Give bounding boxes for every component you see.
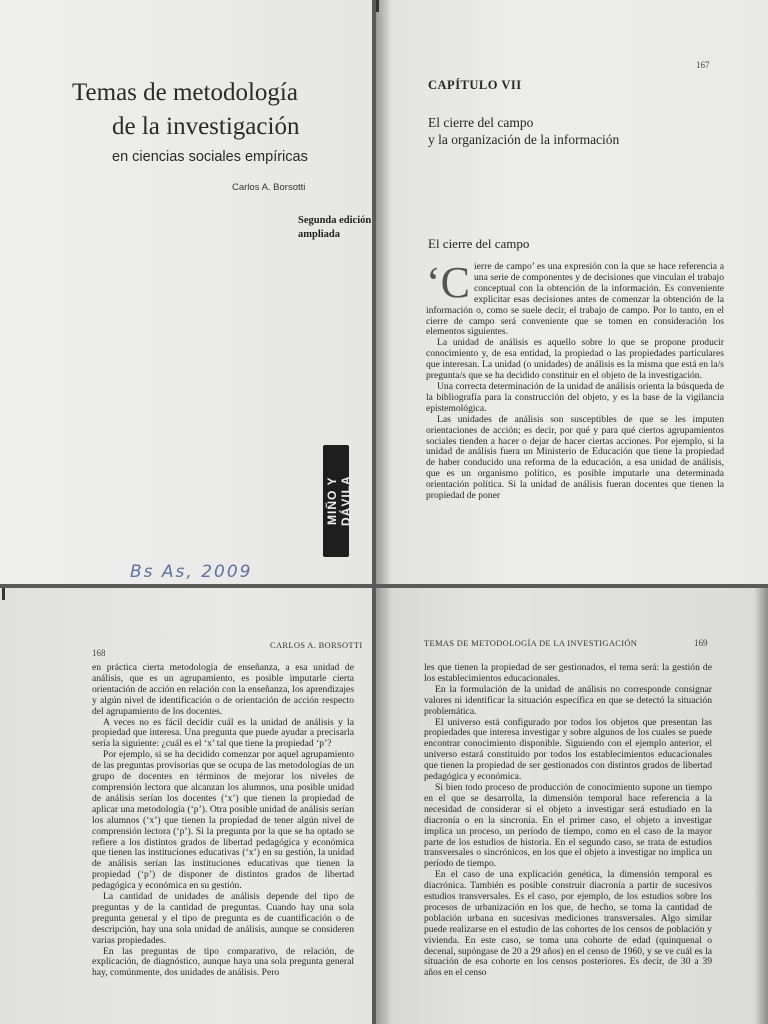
page-notch <box>376 0 379 12</box>
running-head: CARLOS A. BORSOTTI <box>270 640 363 650</box>
edition-line1: Segunda edición <box>298 215 372 226</box>
title-page <box>0 0 372 584</box>
page-gutter <box>376 588 392 1024</box>
page-number: 167 <box>696 60 710 70</box>
paragraph: Por ejemplo, si se ha decidido comenzar por aquel agrupamiento de las preguntas provisorias que se ocupa de las metodologías de un grupo de docentes en términos de mejorar los niveles de comprensión lectora que alcanzan los alumnos, una posible unidad de análisis serían los docentes (‘x’) que tienen la propiedad de aplicar una metodología (‘p’). Otra posible unidad de análisis serían los alumnos (‘x’) que tienen la propiedad de tener algún nivel de comprensión lectora (‘p’). Si la pregunta por la que se ha optado se refiere a los distintos grados de libertad pedagógica y económica que tienen las instituciones educativas (‘x’) en su gestión, la unidad de análisis serían las instituciones educativas que tienen la propiedad (‘p’) de disponer de distintos grados de libertad pedagógica y económica en su gestión. <box>92 749 354 892</box>
page-edge <box>754 588 768 1024</box>
paragraph-text: ierre de campo’ es una expresión con la que se hace referencia a una serie de componentes y de decisiones que vinculan el trabajo conceptual con la obtención de la información. Es conveniente explicitar esas decisiones antes de comenzar la obtención de la información o, como se suele decir, el trabajo de campo. Por lo tanto, en el cierre de campo será conveniente que se tomen en consideración los elementos siguientes. <box>426 261 724 338</box>
paragraph: La unidad de análisis es aquello sobre lo que se propone producir conocimiento y, de esa entidad, la propiedad o las propiedades particulares que interesan. La unidad (o unidades) de análisis es la misma que está en la/s pregunta/s que se ha decidido constituir en el objeto de la investigación. <box>426 337 724 382</box>
running-head: TEMAS DE METODOLOGÍA DE LA INVESTIGACIÓN <box>424 638 638 648</box>
chapter-opening-page <box>376 0 768 584</box>
page-gutter <box>376 0 392 584</box>
paragraph: El universo está configurado por todos los objetos que presentan las propiedades que interesa investigar y sobre algunos de los cuales se puede encontrar conocimiento disponible. Siguiendo con el ejemplo anterior, el universo estará constituido por todos los establecimientos educacionales que tienen la propiedad de ser gestionados con distintos grados de libertad pedagógica y económica. <box>424 716 712 783</box>
chapter-title-line1: El cierre del campo <box>428 115 534 130</box>
chapter-title-line2: y la organización de la información <box>428 132 620 147</box>
chapter-title <box>428 114 619 148</box>
paragraph: en práctica cierta metodología de enseñanza, a esa unidad de análisis, que es un agrupamiento, es posible imputarle cierta orientación de acción en relación con la enseñanza, los aprendizajes y algún nivel de identificación o de orientación de acción respecto del agrupamiento de los docentes. <box>92 662 354 717</box>
paragraph: En las preguntas de tipo comparativo, de relación, de explicación, de diagnóstico, aunque haya una sola pregunta general hay, comúnmente, dos unidades de análisis. Pero <box>92 945 354 979</box>
edition-note <box>298 214 371 242</box>
paragraph <box>426 258 724 338</box>
section-heading: El cierre del campo <box>428 236 530 251</box>
paragraph: En el caso de una explicación genética, la dimensión temporal es diacrónica. También es posible construir diacronía a partir de sucesivos estudios transversales. Es el caso, por ejemplo, de los estudios sobre los procesos de urbanización en los que, de hecho, se toma la cantidad de población urbana en sucesivas mediciones transversales. Algo similar puede realizarse en el estudio de las cohortes de los censos de población y vivienda. En este caso, se toma una cohorte de edad (quinquenal o decenal, supóngase de 20 a 29 años) en el censo de 1960, y se ve cuál es la situación de esa cohorte en los censos posteriores. Es decir, de 30 a 39 años en el censo <box>424 869 712 979</box>
book-title-line1: Temas de metodología <box>72 79 298 106</box>
chapter-label: CAPÍTULO VII <box>428 78 522 92</box>
drop-cap: ‘C <box>426 258 470 307</box>
book-title-line2: de la investigación <box>112 113 300 140</box>
book-subtitle: en ciencias sociales empíricas <box>112 149 308 165</box>
paragraph: Una correcta determinación de la unidad de análisis orienta la búsqueda de la bibliografía para la construcción del objeto, y es la base de la vigilancia epistemológica. <box>426 380 724 414</box>
edition-line2: ampliada <box>298 229 341 240</box>
page-number: 169 <box>694 638 708 648</box>
page-number: 168 <box>92 648 106 658</box>
book-author: Carlos A. Borsotti <box>232 182 306 193</box>
handwritten-note: Bs As, 2009 <box>130 562 253 582</box>
paragraph: En la formulación de la unidad de análisis no corresponde consignar valores ni identificar la situación específica en que se detectó la situación problemática. <box>424 683 712 717</box>
paragraph: les que tienen la propiedad de ser gestionados, el tema será: la gestión de los establecimientos educacionales. <box>424 662 712 684</box>
body-text <box>92 663 354 979</box>
paragraph: Las unidades de análisis son susceptibles de que se les imputen orientaciones de acción; es decir, por qué y para qué ciertos agrupamientos sociales tienden a hacer o dejar de hacer ciertas acciones. Por ejemplo, si la unidad de análisis fuera un Ministerio de Educación que tiene la propiedad de haber conducido una reforma de la educación, a esa unidad de análisis, que es un organismo político, es posible imputarle una determinada orientación política. Si la unidad de análisis fueran docentes que tienen la propiedad de poner <box>426 413 724 502</box>
publisher-name: MIÑO Y DÁVILA <box>325 475 353 527</box>
paragraph: La cantidad de unidades de análisis depende del tipo de preguntas y de la cantidad de preguntas. Cuando hay una sola pregunta general y el tipo de pregunta es de cuantificación o de descripción, hay una sola unidad de análisis, aunque se consideren varias propiedades. <box>92 891 354 946</box>
page-notch <box>2 588 5 600</box>
publisher-logo <box>323 445 353 557</box>
paragraph: Si bien todo proceso de producción de conocimiento supone un tiempo en el que se desarrolla, la dimensión temporal hace referencia a la necesidad de considerar si el objeto a investigar será estudiado en la diacronía o en la sincronía. En el primer caso, el objeto a investigar implica un proceso, un período de tiempo, como en el caso de la mayor parte de los estudios de historia. En el segundo caso, se trata de estudios transversales o sincrónicos, en los que el objeto a investigar no implica un período de tiempo. <box>424 781 712 870</box>
body-text <box>424 663 712 979</box>
paragraph: A veces no es fácil decidir cuál es la unidad de análisis y la propiedad que interesa. Una pregunta que puede ayudar a precisarla sería la siguiente: ¿cuál es el ‘x’ tal que tiene la propiedad ‘p’? <box>92 716 354 750</box>
body-text <box>426 258 724 502</box>
